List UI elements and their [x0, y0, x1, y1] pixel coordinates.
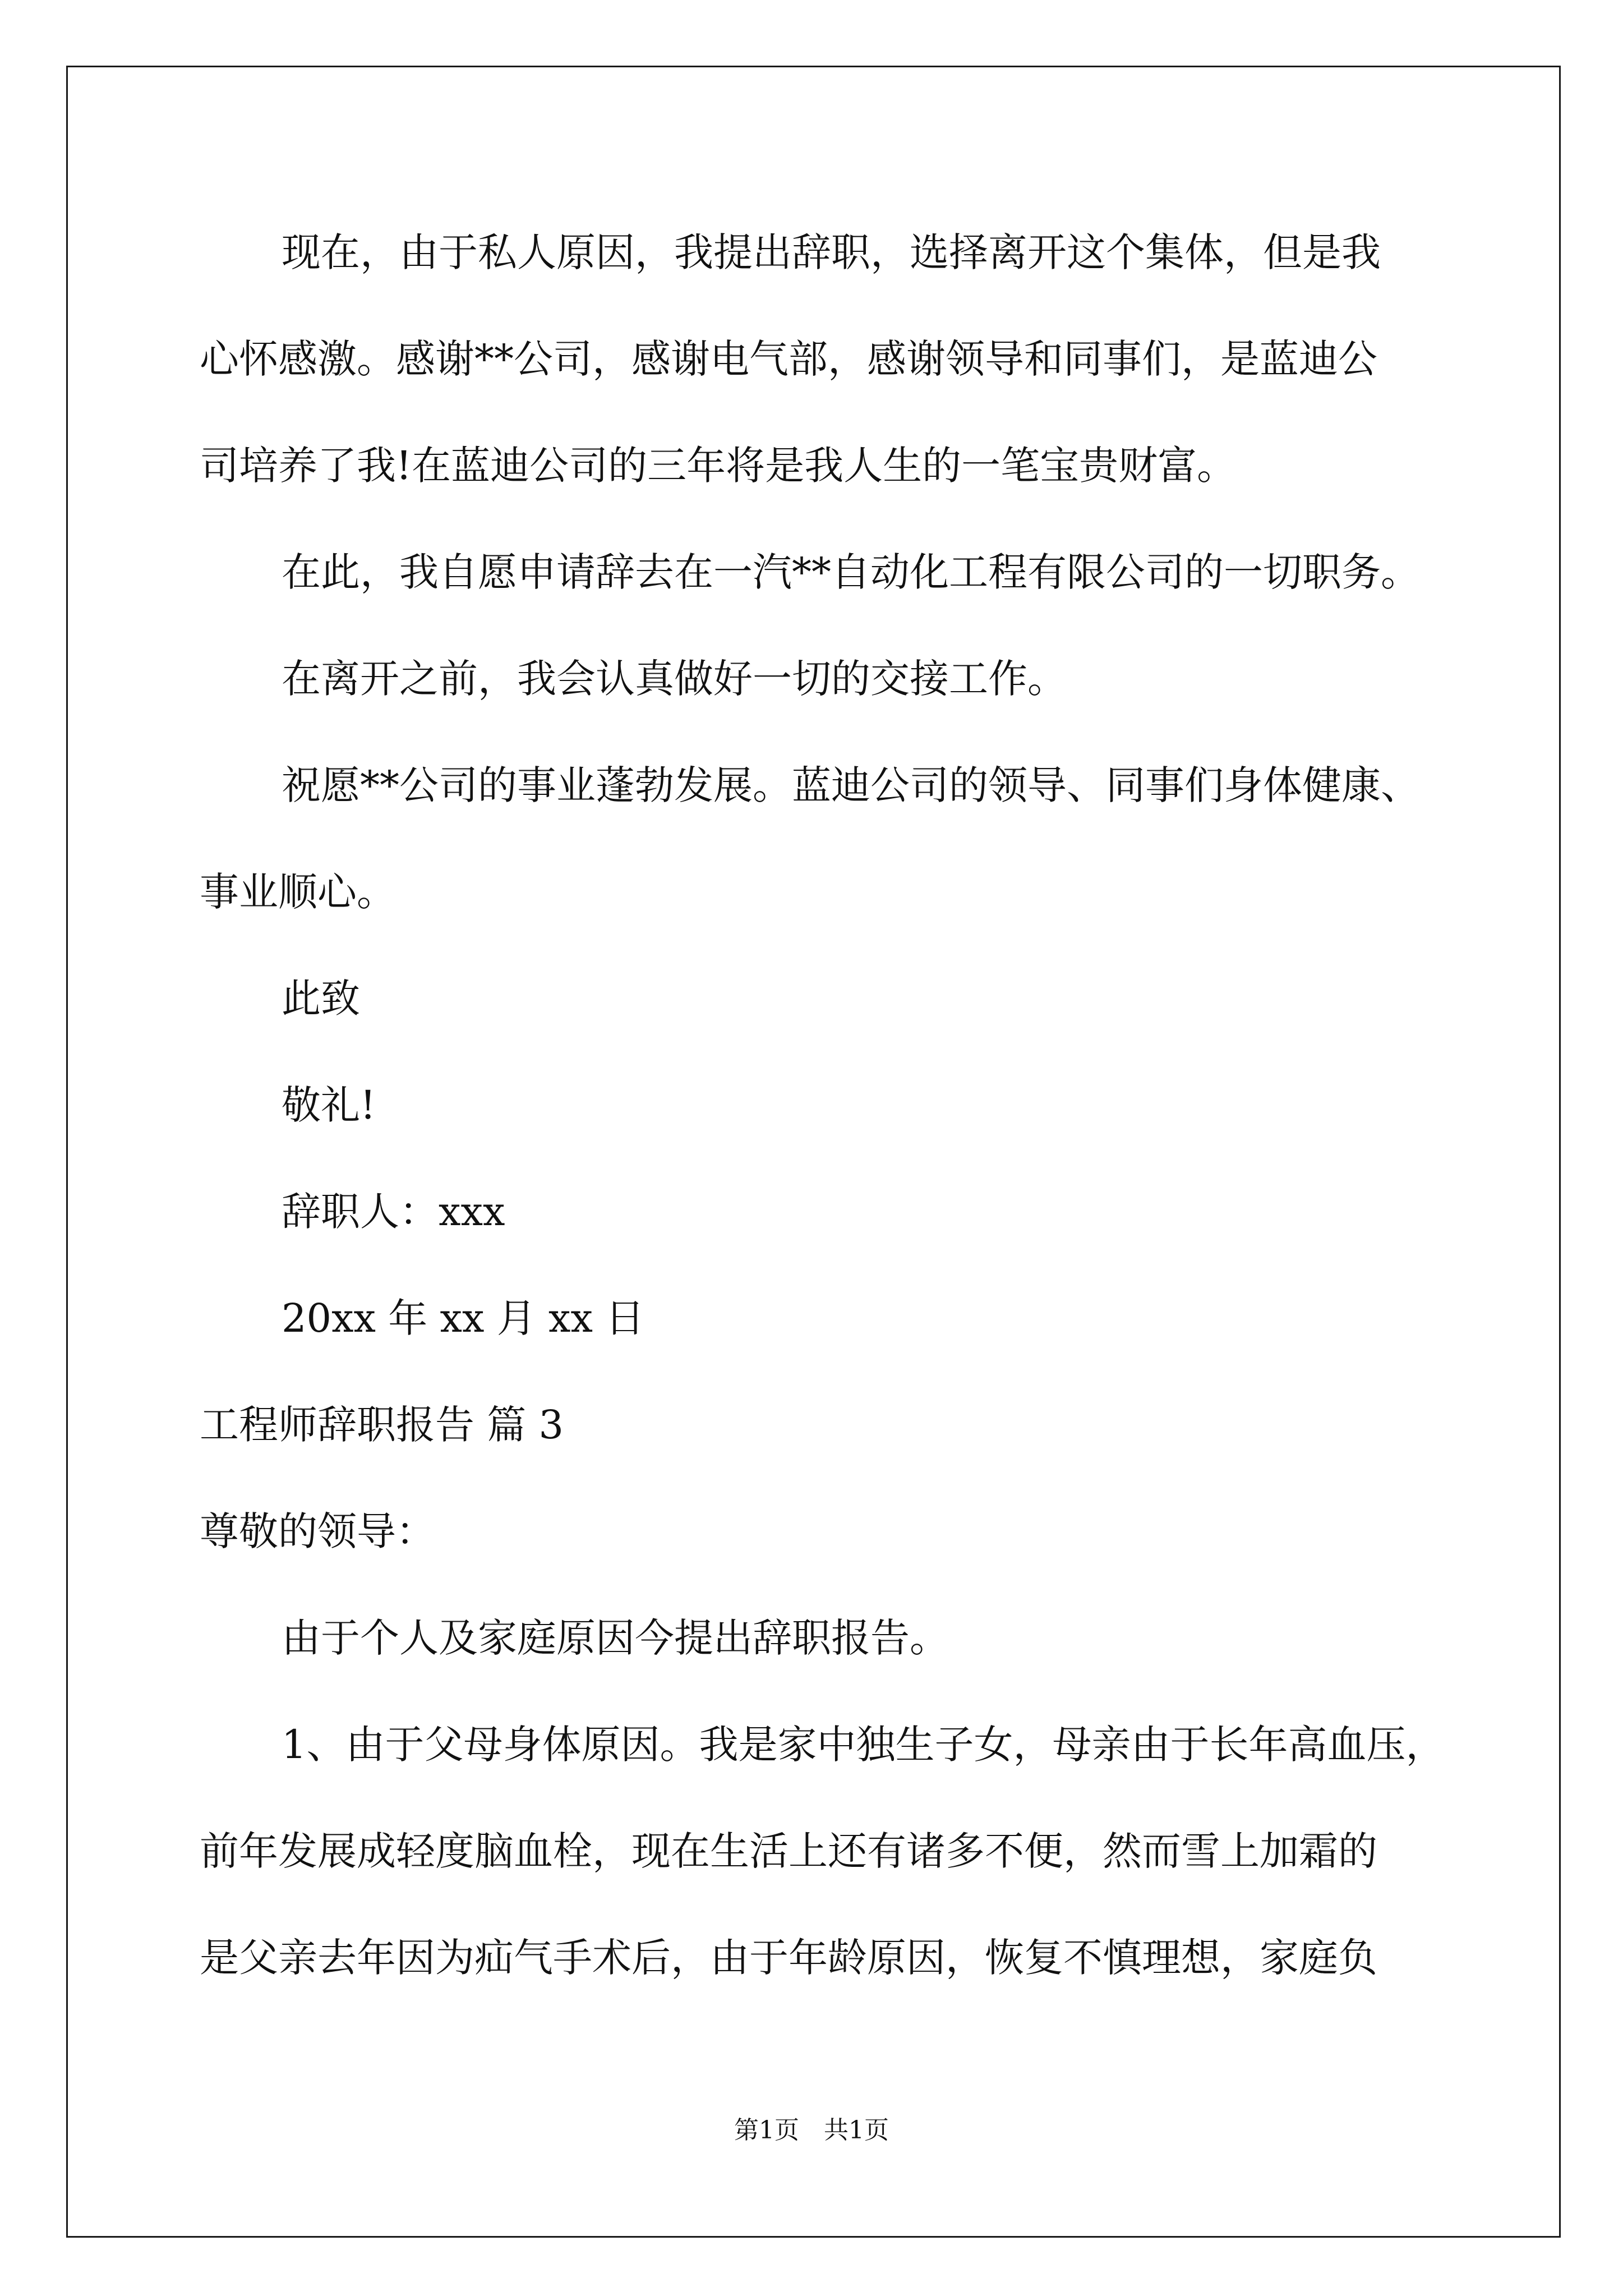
paragraph-line: 事业顺心。	[200, 869, 396, 915]
paragraph-line: 在此，我自愿申请辞去在一汽**自动化工程有限公司的一切职务。	[282, 549, 1420, 595]
signature-line: 辞职人：xxx	[282, 1189, 505, 1235]
paragraph-line: 是父亲去年因为疝气手术后，由于年龄原因，恢复不慎理想，家庭负	[200, 1935, 1377, 1981]
paragraph-line: 由于个人及家庭原因今提出辞职报告。	[282, 1615, 949, 1661]
paragraph-line: 司培养了我!在蓝迪公司的三年将是我人生的一笔宝贵财富。	[200, 443, 1237, 489]
paragraph-line: 在离开之前，我会认真做好一切的交接工作。	[282, 656, 1067, 702]
closing-salutation: 此致	[282, 976, 360, 1022]
paragraph-line: 前年发展成轻度脑血栓，现在生活上还有诸多不便，然而雪上加霜的	[200, 1828, 1377, 1874]
paragraph-line: 祝愿**公司的事业蓬勃发展。蓝迪公司的领导、同事们身体健康、	[282, 762, 1420, 808]
closing-regards: 敬礼!	[282, 1082, 376, 1128]
paragraph-line: 1、由于父母身体原因。我是家中独生子女，母亲由于长年高血压，	[282, 1722, 1445, 1768]
page-number-footer: 第1页 共1页	[734, 2116, 889, 2145]
date-line: 20xx 年 xx 月 xx 日	[282, 1295, 645, 1341]
greeting-line: 尊敬的领导：	[200, 1508, 435, 1554]
paragraph-line: 现在，由于私人原因，我提出辞职，选择离开这个集体，但是我	[282, 229, 1381, 275]
section-heading: 工程师辞职报告 篇 3	[200, 1402, 564, 1448]
paragraph-line: 心怀感激。感谢**公司，感谢电气部，感谢领导和同事们，是蓝迪公	[200, 336, 1377, 382]
